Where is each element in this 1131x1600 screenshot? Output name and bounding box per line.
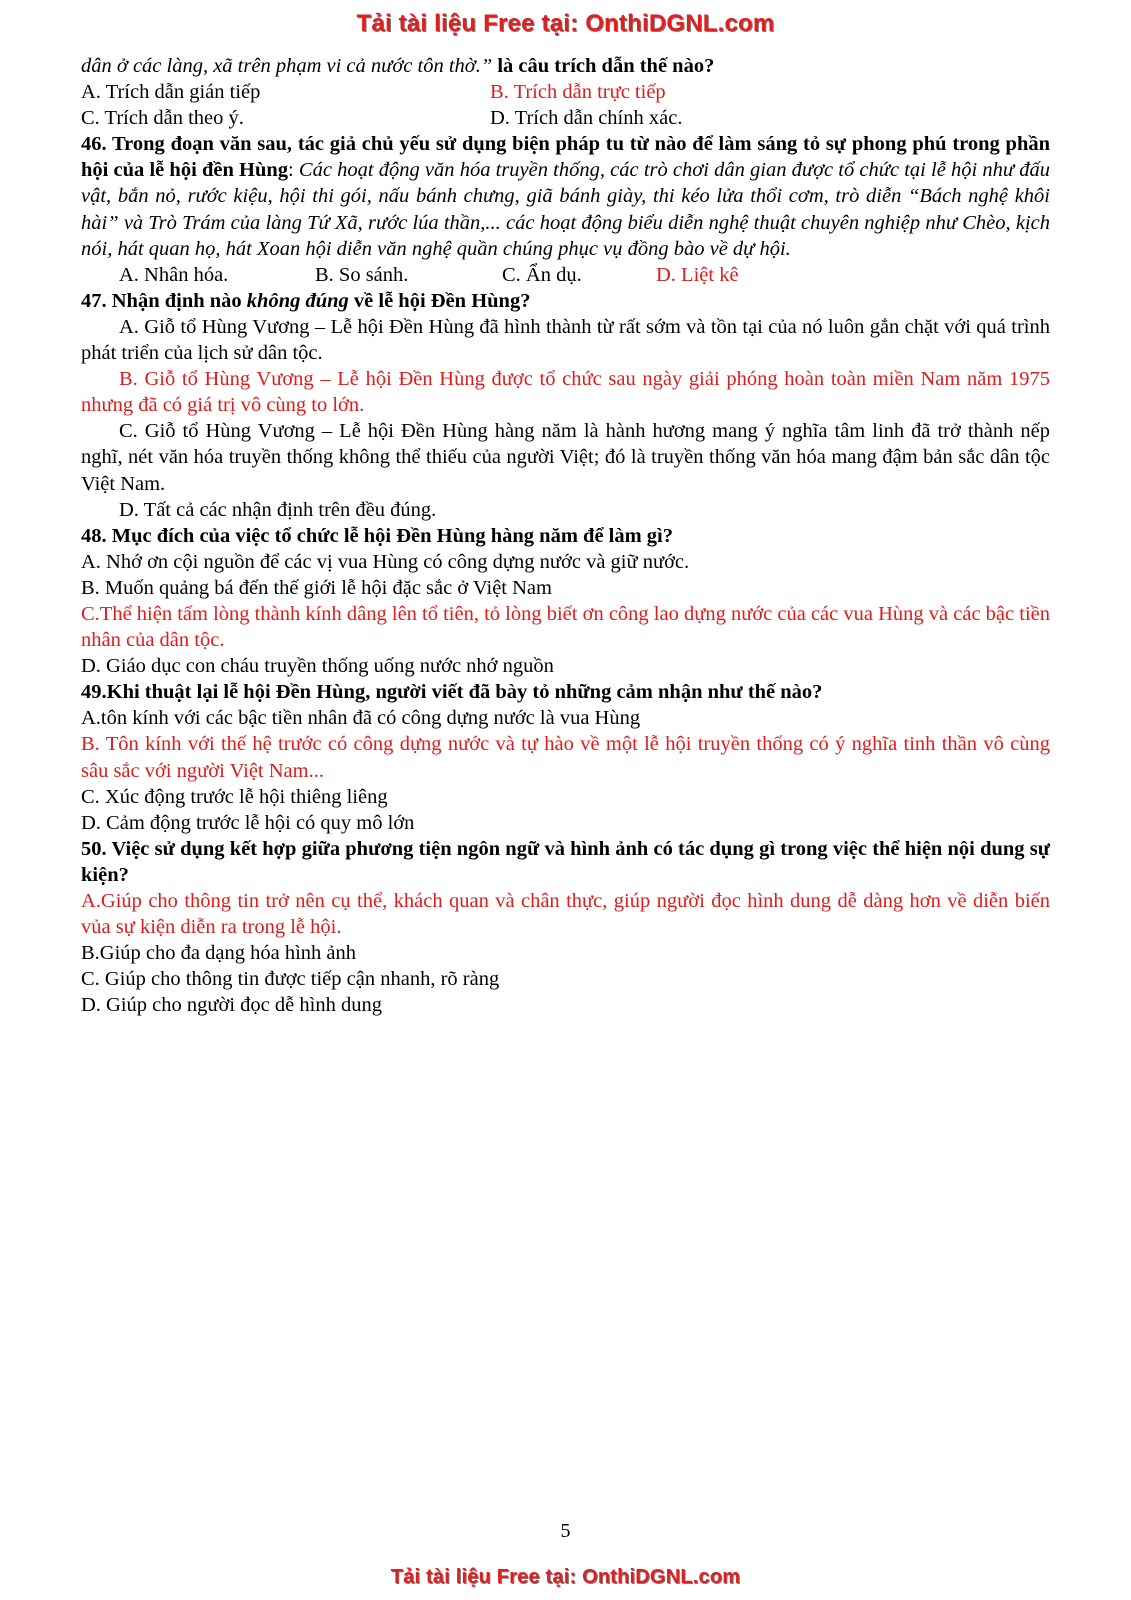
q49-option-b-answer: B. Tôn kính với thế hệ trước có công dựng nước và tự hào về một lễ hội truyền thống có ý nghĩa tinh thần vô cùng sâu sắc với người Việt Nam... [81, 733, 1050, 782]
q47-stem-pre: 47. Nhận định nào [81, 289, 247, 312]
q45-stem [81, 53, 1050, 79]
q45-option-a: A. Trích dẫn gián tiếp [81, 81, 261, 104]
q49-stem: 49.Khi thuật lại lễ hội Đền Hùng, người viết đã bày tỏ những cảm nhận như thế nào? [81, 681, 823, 704]
q47-stem [81, 288, 1050, 314]
q48-option-d: D. Giáo dục con cháu truyền thống uống nước nhớ nguồn [81, 655, 554, 678]
q48-stem: 48. Mục đích của việc tổ chức lễ hội Đền Hùng hàng năm để làm gì? [81, 524, 674, 547]
q45-options-row-2 [81, 105, 1050, 131]
q47-option-c: C. Giỗ tổ Hùng Vương – Lễ hội Đền Hùng hàng năm là hành hương mang ý nghĩa tâm linh đã trở thành nếp nghĩ, nét văn hóa truyền thống không thể thiếu của người Việt; đó là truyền thống văn hóa mang đậm bản sắc dân tộc Việt Nam. [81, 420, 1050, 495]
q46-option-d-answer: D. Liệt kê [656, 263, 739, 286]
q45-stem-quote: dân ở các làng, xã trên phạm vi cả nước tôn thờ.” [81, 55, 493, 77]
q49-option-a: A.tôn kính với các bậc tiền nhân đã có công dựng nước là vua Hùng [81, 707, 641, 730]
q45-options-row-1 [81, 79, 1050, 105]
q46-option-a: A. Nhân hóa. [119, 263, 229, 286]
q45-option-c: C. Trích dẫn theo ý. [81, 107, 244, 130]
q46-option-c: C. Ẩn dụ. [502, 263, 582, 286]
q46-stem-question: 46. Trong đoạn văn sau, tác giả chủ yếu sử dụng biện pháp tu từ nào để làm sáng tỏ sự phong phú trong phần hội của lễ hội đền Hùng [81, 133, 1050, 182]
footer-source-link[interactable]: Tải tài liệu Free tại: OnthiDGNL.com [390, 1566, 741, 1588]
q50-option-b: B.Giúp cho đa dạng hóa hình ảnh [81, 942, 356, 965]
q50-stem: 50. Việc sử dụng kết hợp giữa phương tiện ngôn ngữ và hình ảnh có tác dụng gì trong việc thể hiện nội dung sự kiện? [81, 837, 1050, 886]
header-source-link[interactable]: Tải tài liệu Free tại: OnthiDGNL.com [356, 10, 775, 37]
q46-option-b: B. So sánh. [315, 263, 409, 286]
q47-stem-post: về lễ hội Đền Hùng? [348, 289, 531, 312]
q46-colon: : [288, 159, 299, 182]
q46-options [81, 262, 1050, 288]
q46-passage: Các hoạt động văn hóa truyền thống, các trò chơi dân gian được tổ chức tại lễ hội như đấu vật, bắn nỏ, rước kiệu, hội thi gói, nấu bánh chưng, giã bánh giày, thi kéo lửa thổi cơm, trò diễn “Bách nghệ khôi hài” và Trò Trám của làng Tứ Xã, rước lúa thần,... các hoạt động biểu diễn nghệ thuật chuyên nghiệp như Chèo, kịch nói, hát quan họ, hát Xoan hội diễn văn nghệ quần chúng phục vụ đồng bào về dự hội. [81, 159, 1050, 260]
q50-option-c: C. Giúp cho thông tin được tiếp cận nhanh, rõ ràng [81, 968, 500, 991]
q47-stem-emphasis: không đúng [246, 289, 349, 312]
q48-option-a: A. Nhớ ơn cội nguồn để các vị vua Hùng có công dựng nước và giữ nước. [81, 550, 690, 573]
q46-stem [81, 131, 1050, 261]
q49-option-d: D. Cảm động trước lễ hội có quy mô lớn [81, 811, 415, 834]
document-body [81, 53, 1050, 1018]
q48-option-b: B. Muốn quảng bá đến thế giới lễ hội đặc sắc ở Việt Nam [81, 576, 552, 599]
q50-option-d: D. Giúp cho người đọc dễ hình dung [81, 994, 382, 1017]
q47-option-a: A. Giỗ tổ Hùng Vương – Lễ hội Đền Hùng đã hình thành từ rất sớm và tồn tại của nó luôn gắn chặt với quá trình phát triển của lịch sử dân tộc. [81, 315, 1050, 365]
q48-option-c-answer: C.Thể hiện tấm lòng thành kính dâng lên tổ tiên, tỏ lòng biết ơn công lao dựng nước của các vua Hùng và các bậc tiền nhân của dân tộc. [81, 602, 1050, 652]
q47-option-d: D. Tất cả các nhận định trên đều đúng. [119, 498, 437, 521]
q45-option-d: D. Trích dẫn chính xác. [490, 107, 683, 130]
q50-option-a-answer: A.Giúp cho thông tin trở nên cụ thể, khách quan và chân thực, giúp người đọc hình dung dễ dàng hơn về diễn biến vủa sự kiện diễn ra trong lễ hội. [81, 890, 1050, 939]
q49-option-c: C. Xúc động trước lễ hội thiêng liêng [81, 785, 388, 808]
page-number: 5 [560, 1520, 571, 1542]
q47-option-b-answer: B. Giỗ tổ Hùng Vương – Lễ hội Đền Hùng được tổ chức sau ngày giải phóng hoàn toàn miền Nam năm 1975 nhưng đã có giá trị vô cùng to lớn. [81, 368, 1050, 417]
q45-stem-question: là câu trích dẫn thế nào? [492, 55, 715, 77]
q45-option-b-answer: B. Trích dẫn trực tiếp [490, 81, 666, 104]
